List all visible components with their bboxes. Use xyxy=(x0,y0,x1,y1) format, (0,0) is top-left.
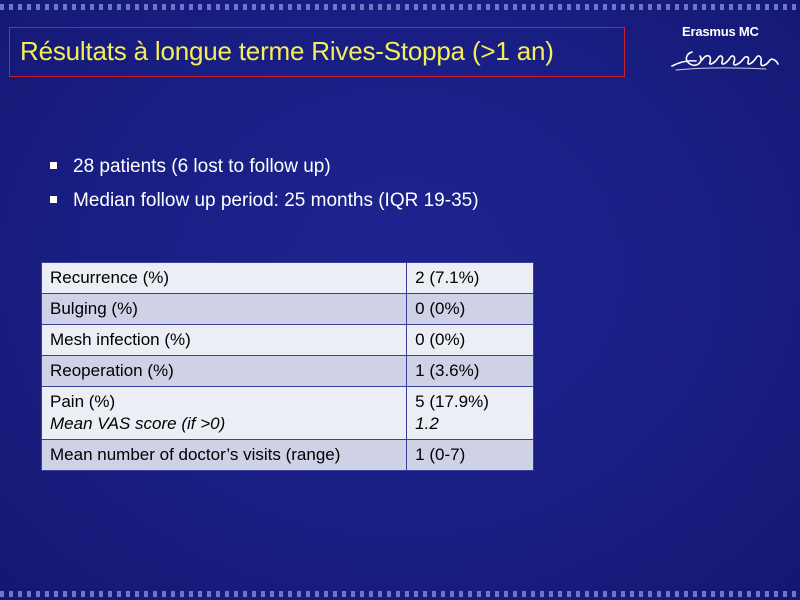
row-value: 5 (17.9%) xyxy=(415,392,489,411)
row-label: Bulging (%) xyxy=(42,294,407,325)
bullet-square-icon xyxy=(50,162,57,169)
table-row xyxy=(42,263,534,294)
row-value: 0 (0%) xyxy=(407,325,534,356)
row-label: Mean number of doctor’s visits (range) xyxy=(42,440,407,471)
title-box xyxy=(9,27,625,77)
table-row xyxy=(42,325,534,356)
results-table xyxy=(41,262,534,471)
table-row xyxy=(42,294,534,325)
bullet-item xyxy=(48,188,748,222)
bullet-square-icon xyxy=(50,196,57,203)
row-value: 0 (0%) xyxy=(407,294,534,325)
erasmus-mc-logo xyxy=(666,24,786,78)
bullet-text: 28 patients (6 lost to follow up) xyxy=(73,156,331,177)
erasmus-signature-icon xyxy=(666,40,786,76)
bullet-item xyxy=(48,154,748,188)
top-dotted-border xyxy=(0,4,800,10)
slide-title: Résultats à longue terme Rives-Stoppa (>1 an) xyxy=(20,36,554,66)
row-value: 2 (7.1%) xyxy=(407,263,534,294)
row-value: 1 (0-7) xyxy=(407,440,534,471)
row-subvalue: 1.2 xyxy=(415,414,439,433)
row-label-cell xyxy=(42,387,407,440)
bullet-text: Median follow up period: 25 months (IQR 19-35) xyxy=(73,190,479,211)
row-label: Mesh infection (%) xyxy=(42,325,407,356)
table-row xyxy=(42,387,534,440)
row-value-cell xyxy=(407,387,534,440)
table-row xyxy=(42,440,534,471)
row-value: 1 (3.6%) xyxy=(407,356,534,387)
bullet-list xyxy=(48,154,748,222)
row-sublabel: Mean VAS score (if >0) xyxy=(50,414,226,433)
row-label: Reoperation (%) xyxy=(42,356,407,387)
logo-text: Erasmus MC xyxy=(682,24,759,39)
table-row xyxy=(42,356,534,387)
row-label: Recurrence (%) xyxy=(42,263,407,294)
row-label: Pain (%) xyxy=(50,392,116,411)
bottom-dotted-border xyxy=(0,591,800,597)
